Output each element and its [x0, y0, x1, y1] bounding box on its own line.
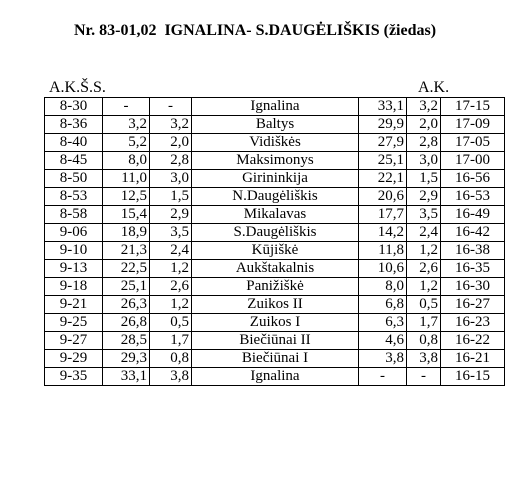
return-time-cell: 16-35: [441, 260, 505, 278]
table-row: [45, 98, 505, 116]
table-row: [45, 170, 505, 188]
departure-time-cell: 9-18: [45, 278, 103, 296]
outbound-column-label: A.K.Š.S.: [49, 79, 106, 96]
return-km-cell: 29,9: [359, 116, 407, 134]
return-km-cell: 17,7: [359, 206, 407, 224]
segment-km-cell: 1,7: [150, 332, 192, 350]
table-row: [45, 242, 505, 260]
table-row: [45, 332, 505, 350]
segment-km-cell: 3,8: [150, 368, 192, 386]
return-km-cell: 33,1: [359, 98, 407, 116]
table-row: [45, 188, 505, 206]
return-km-cell: 10,6: [359, 260, 407, 278]
departure-time-cell: 8-30: [45, 98, 103, 116]
return-km-cell: 22,1: [359, 170, 407, 188]
cumulative-km-cell: 21,3: [103, 242, 150, 260]
departure-time-cell: 9-25: [45, 314, 103, 332]
cumulative-km-cell: 33,1: [103, 368, 150, 386]
return-time-cell: 16-22: [441, 332, 505, 350]
departure-time-cell: 9-35: [45, 368, 103, 386]
cumulative-km-cell: 25,1: [103, 278, 150, 296]
return-segment-km-cell: 0,5: [407, 296, 441, 314]
segment-km-cell: 3,0: [150, 170, 192, 188]
return-time-cell: 16-30: [441, 278, 505, 296]
departure-time-cell: 8-45: [45, 152, 103, 170]
return-km-cell: 27,9: [359, 134, 407, 152]
return-time-cell: 16-15: [441, 368, 505, 386]
table-row: [45, 224, 505, 242]
return-time-cell: 17-09: [441, 116, 505, 134]
return-time-cell: 16-23: [441, 314, 505, 332]
table-row: [45, 260, 505, 278]
return-km-cell: 25,1: [359, 152, 407, 170]
stop-name-cell: Biečiūnai I: [192, 350, 359, 368]
departure-time-cell: 9-13: [45, 260, 103, 278]
table-row: [45, 368, 505, 386]
cumulative-km-cell: 26,3: [103, 296, 150, 314]
stop-name-cell: Ignalina: [192, 368, 359, 386]
segment-km-cell: 0,8: [150, 350, 192, 368]
return-segment-km-cell: 2,6: [407, 260, 441, 278]
table-row: [45, 206, 505, 224]
return-time-cell: 16-42: [441, 224, 505, 242]
departure-time-cell: 9-06: [45, 224, 103, 242]
stop-name-cell: Zuikos I: [192, 314, 359, 332]
stop-name-cell: Ignalina: [192, 98, 359, 116]
segment-km-cell: 1,5: [150, 188, 192, 206]
return-segment-km-cell: 2,0: [407, 116, 441, 134]
cumulative-km-cell: 18,9: [103, 224, 150, 242]
table-row: [45, 278, 505, 296]
cumulative-km-cell: 5,2: [103, 134, 150, 152]
return-time-cell: 16-53: [441, 188, 505, 206]
segment-km-cell: 2,0: [150, 134, 192, 152]
return-segment-km-cell: 3,0: [407, 152, 441, 170]
table-row: [45, 116, 505, 134]
return-time-cell: 16-21: [441, 350, 505, 368]
return-km-cell: 6,8: [359, 296, 407, 314]
return-segment-km-cell: 1,2: [407, 278, 441, 296]
return-km-cell: 11,8: [359, 242, 407, 260]
segment-km-cell: 2,8: [150, 152, 192, 170]
stop-name-cell: N.Daugėliškis: [192, 188, 359, 206]
stop-name-cell: Girininkija: [192, 170, 359, 188]
cumulative-km-cell: 11,0: [103, 170, 150, 188]
table-row: [45, 314, 505, 332]
cumulative-km-cell: 26,8: [103, 314, 150, 332]
stop-name-cell: Vidiškės: [192, 134, 359, 152]
stop-name-cell: Mikalavas: [192, 206, 359, 224]
segment-km-cell: -: [150, 98, 192, 116]
return-km-cell: 4,6: [359, 332, 407, 350]
departure-time-cell: 8-53: [45, 188, 103, 206]
timetable-body: [45, 98, 505, 386]
cumulative-km-cell: 29,3: [103, 350, 150, 368]
return-segment-km-cell: -: [407, 368, 441, 386]
return-time-cell: 16-38: [441, 242, 505, 260]
return-km-cell: 8,0: [359, 278, 407, 296]
segment-km-cell: 2,6: [150, 278, 192, 296]
stop-name-cell: Zuikos II: [192, 296, 359, 314]
segment-km-cell: 2,4: [150, 242, 192, 260]
return-time-cell: 17-15: [441, 98, 505, 116]
cumulative-km-cell: 8,0: [103, 152, 150, 170]
table-row: [45, 350, 505, 368]
cumulative-km-cell: 15,4: [103, 206, 150, 224]
stop-name-cell: Panižiškė: [192, 278, 359, 296]
return-segment-km-cell: 3,2: [407, 98, 441, 116]
return-segment-km-cell: 2,4: [407, 224, 441, 242]
stop-name-cell: Maksimonys: [192, 152, 359, 170]
return-segment-km-cell: 2,9: [407, 188, 441, 206]
return-segment-km-cell: 1,7: [407, 314, 441, 332]
return-km-cell: -: [359, 368, 407, 386]
stop-name-cell: Aukštakalnis: [192, 260, 359, 278]
cumulative-km-cell: 3,2: [103, 116, 150, 134]
table-row: [45, 296, 505, 314]
timetable: [44, 97, 505, 386]
departure-time-cell: 8-40: [45, 134, 103, 152]
return-segment-km-cell: 1,5: [407, 170, 441, 188]
segment-km-cell: 3,2: [150, 116, 192, 134]
return-km-cell: 14,2: [359, 224, 407, 242]
return-km-cell: 3,8: [359, 350, 407, 368]
table-row: [45, 152, 505, 170]
stop-name-cell: Biečiūnai II: [192, 332, 359, 350]
segment-km-cell: 3,5: [150, 224, 192, 242]
departure-time-cell: 8-36: [45, 116, 103, 134]
departure-time-cell: 9-21: [45, 296, 103, 314]
cumulative-km-cell: -: [103, 98, 150, 116]
return-column-label: A.K.: [418, 79, 450, 96]
departure-time-cell: 9-10: [45, 242, 103, 260]
cumulative-km-cell: 22,5: [103, 260, 150, 278]
departure-time-cell: 8-50: [45, 170, 103, 188]
return-segment-km-cell: 2,8: [407, 134, 441, 152]
return-segment-km-cell: 3,5: [407, 206, 441, 224]
segment-km-cell: 2,9: [150, 206, 192, 224]
return-km-cell: 20,6: [359, 188, 407, 206]
stop-name-cell: Baltys: [192, 116, 359, 134]
segment-km-cell: 0,5: [150, 314, 192, 332]
return-segment-km-cell: 0,8: [407, 332, 441, 350]
return-time-cell: 17-05: [441, 134, 505, 152]
return-km-cell: 6,3: [359, 314, 407, 332]
departure-time-cell: 8-58: [45, 206, 103, 224]
segment-km-cell: 1,2: [150, 296, 192, 314]
return-segment-km-cell: 3,8: [407, 350, 441, 368]
return-segment-km-cell: 1,2: [407, 242, 441, 260]
return-time-cell: 16-27: [441, 296, 505, 314]
cumulative-km-cell: 12,5: [103, 188, 150, 206]
departure-time-cell: 9-29: [45, 350, 103, 368]
return-time-cell: 17-00: [441, 152, 505, 170]
return-time-cell: 16-49: [441, 206, 505, 224]
departure-time-cell: 9-27: [45, 332, 103, 350]
cumulative-km-cell: 28,5: [103, 332, 150, 350]
table-row: [45, 134, 505, 152]
stop-name-cell: S.Daugėliškis: [192, 224, 359, 242]
return-time-cell: 16-56: [441, 170, 505, 188]
segment-km-cell: 1,2: [150, 260, 192, 278]
stop-name-cell: Kūjiškė: [192, 242, 359, 260]
page-title: Nr. 83-01,02 IGNALINA- S.DAUGĖLIŠKIS (žiedas): [73, 22, 437, 39]
